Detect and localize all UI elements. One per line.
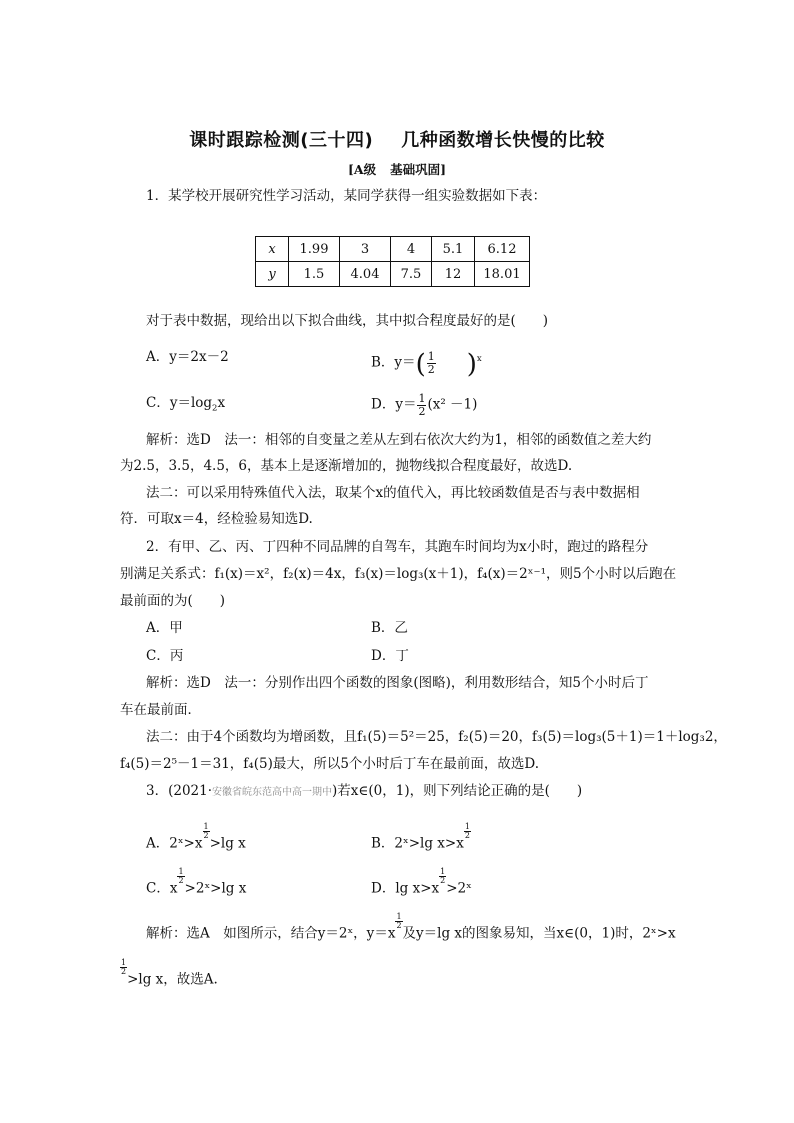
fraction-numerator: 1 <box>427 350 435 363</box>
fraction-denominator: 2 <box>418 404 426 418</box>
fraction-denominator: 2 <box>203 831 209 841</box>
table-cell: 3 <box>340 237 391 262</box>
option-b-exponent: x <box>476 354 482 365</box>
q2-line-1: 2．有甲、乙、丙、丁四种不同品牌的自驾车，其跑车时间均为x小时，跑过的路程分 <box>146 539 649 555</box>
option-text: A．2ˣ>x <box>146 835 203 852</box>
q1-option-c <box>146 395 226 414</box>
q1-option-a: A．y＝2x－2 <box>146 349 229 365</box>
fraction-denominator: 2 <box>178 876 184 886</box>
q2-option-a: A．甲 <box>146 620 183 636</box>
option-c-suffix: x <box>217 395 226 411</box>
fraction-numerator: 1 <box>121 958 127 967</box>
option-text: D．lg x>x <box>371 880 440 897</box>
right-paren-icon: ) <box>466 349 477 380</box>
option-text: >2ˣ <box>446 880 472 897</box>
fraction-numerator: 1 <box>396 912 402 921</box>
option-c-prefix: C．y＝log <box>146 395 213 411</box>
half-exponent <box>203 823 210 841</box>
title-lesson: 课时跟踪检测(三十四) <box>189 130 374 151</box>
title-topic: 几种函数增长快慢的比较 <box>401 130 605 151</box>
fraction <box>427 351 436 375</box>
fraction-denominator: 2 <box>121 967 127 977</box>
left-paren-icon: ( <box>415 349 426 380</box>
q3-stem <box>146 785 582 799</box>
table-row <box>256 262 530 287</box>
q2-option-c: C．丙 <box>146 648 184 664</box>
solution-text: >lg x，故选A. <box>127 971 218 988</box>
q2-solution-line-4: f₄(5)＝2⁵－1＝31，f₄(5)最大，所以5个小时后丁车在最前面，故选D. <box>120 756 540 772</box>
q1-stem: 1．某学校开展研究性学习活动，某同学获得一组实验数据如下表： <box>146 188 547 204</box>
option-text: C．x <box>146 880 178 897</box>
q3-source: 安徽省皖东范高中高一期中 <box>212 787 333 798</box>
q2-option-b: B．乙 <box>371 620 408 636</box>
fraction-numerator: 1 <box>178 867 184 876</box>
page-title <box>0 126 794 152</box>
half-exponent <box>177 868 184 886</box>
q1-solution-line-3: 法二：可以采用特殊值代入法，取某个x的值代入，再比较函数值是否与表中数据相 <box>146 485 640 501</box>
q1-option-b <box>371 349 482 380</box>
table-cell: 18.01 <box>475 262 530 287</box>
table-cell: 5.1 <box>432 237 475 262</box>
table-row <box>256 237 530 262</box>
q3-option-d <box>371 868 472 896</box>
q3-option-b <box>371 823 471 851</box>
q3-option-a <box>146 823 246 851</box>
q2-solution-line-1: 解析：选D 法一：分别作出四个函数的图象(图略)，利用数形结合，知5个小时后丁 <box>146 675 649 691</box>
solution-text: 及y＝lg x的图象易知，当x∈(0，1)时，2ˣ>x <box>402 925 676 942</box>
table-cell: 6.12 <box>475 237 530 262</box>
level-label: [A级 <box>347 162 377 177</box>
table-cell: 12 <box>432 262 475 287</box>
half-exponent <box>395 913 402 931</box>
table-cell: 4.04 <box>340 262 391 287</box>
fraction-denominator: 2 <box>396 921 402 931</box>
q3-stem-prefix: 3．(2021· <box>146 783 213 799</box>
q2-option-d: D．丁 <box>371 648 409 664</box>
q3-solution-line-2 <box>120 959 218 987</box>
fraction-denominator: 2 <box>440 876 446 886</box>
solution-text: 解析：选A 如图所示，结合y＝2ˣ，y＝x <box>146 925 396 942</box>
q1-option-d <box>371 393 477 417</box>
q1-solution-line-2: 为2.5，3.5，4.5，6，基本上是逐渐增加的，抛物线拟合程度最好，故选D. <box>120 458 573 474</box>
q3-option-c <box>146 868 246 896</box>
option-text: B．2ˣ>lg x>x <box>371 835 464 852</box>
q3-stem-suffix: )若x∈(0，1)，则下列结论正确的是( ) <box>332 783 583 799</box>
table-cell: y <box>256 262 289 287</box>
fraction-numerator: 1 <box>464 822 470 831</box>
fraction-denominator: 2 <box>464 831 470 841</box>
q1-data-table <box>255 236 530 287</box>
section-level <box>0 160 794 178</box>
q2-solution-line-2: 车在最前面． <box>120 702 201 718</box>
fraction <box>417 393 426 417</box>
q1-solution-line-1: 解析：选D 法一：相邻的自变量之差从左到右依次大约为1，相邻的函数值之差大约 <box>146 432 652 448</box>
q2-solution-line-3: 法二：由于4个函数均为增函数，且f₁(5)＝5²＝25，f₂(5)＝20，f₃(5)＝log₃(5＋1)＝1＋log₃2， <box>146 729 727 745</box>
q1-solution-line-4: 符．可取x＝4，经检验易知选D. <box>120 511 313 527</box>
half-exponent <box>464 823 471 841</box>
fraction-numerator: 1 <box>418 392 426 405</box>
option-d-suffix: (x² －1) <box>427 396 478 413</box>
log-base: 2 <box>212 403 218 414</box>
q1-question: 对于表中数据，现给出以下拟合曲线，其中拟合程度最好的是( ) <box>146 313 549 329</box>
fraction-numerator: 1 <box>440 867 446 876</box>
q3-solution-line-1 <box>146 913 676 941</box>
option-text: >lg x <box>209 835 246 852</box>
option-d-prefix: D．y＝ <box>371 396 417 413</box>
table-cell: 1.5 <box>289 262 340 287</box>
option-b-prefix: B．y＝ <box>371 354 416 371</box>
table-cell: x <box>256 237 289 262</box>
option-text: >2ˣ>lg x <box>184 880 247 897</box>
level-subtitle: 基础巩固] <box>390 162 447 177</box>
table-cell: 4 <box>391 237 432 262</box>
fraction-denominator: 2 <box>427 362 435 376</box>
table-cell: 7.5 <box>391 262 432 287</box>
fraction-numerator: 1 <box>203 822 209 831</box>
q2-line-3: 最前面的为( ) <box>120 593 226 609</box>
q2-line-2: 别满足关系式：f₁(x)＝x²，f₂(x)＝4x，f₃(x)＝log₃(x＋1)，f₄(x)＝2ˣ⁻¹，则5个小时以后跑在 <box>120 566 677 582</box>
table-cell: 1.99 <box>289 237 340 262</box>
